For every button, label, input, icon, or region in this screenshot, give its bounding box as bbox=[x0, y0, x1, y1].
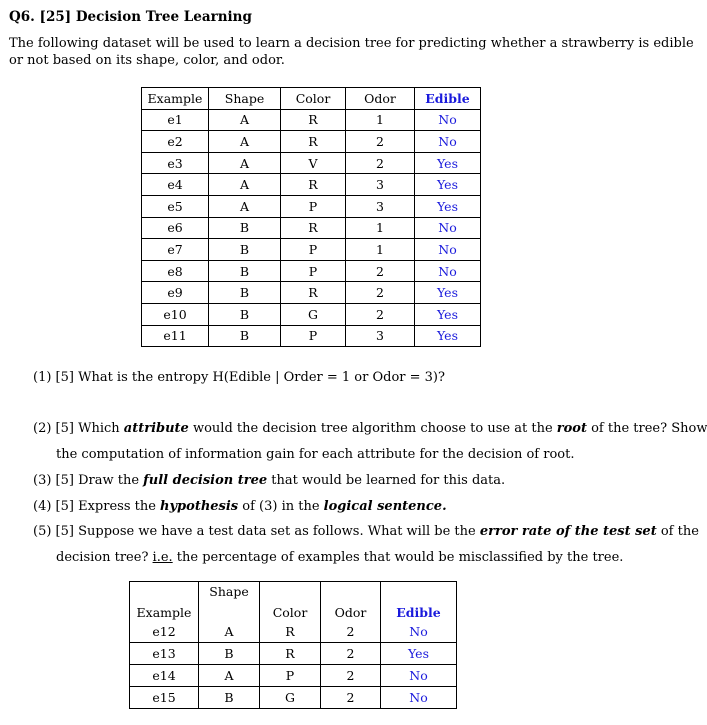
test-table-row bbox=[130, 643, 457, 665]
training-table-row bbox=[142, 260, 481, 282]
cell-shape: B bbox=[209, 282, 281, 304]
cell-edible: No bbox=[415, 131, 481, 153]
q4-emphasis-logical: logical sentence. bbox=[323, 499, 447, 514]
cell-shape: B bbox=[199, 687, 260, 709]
question-1: (1) [5] What is the entropy H(Edible | Order = 1 or Odor = 3)? bbox=[33, 370, 445, 385]
cell-odor: 1 bbox=[346, 239, 415, 261]
cell-edible: No bbox=[415, 239, 481, 261]
q4-emphasis-hypothesis: hypothesis bbox=[160, 499, 239, 514]
cell-example: e7 bbox=[142, 239, 209, 261]
cell-shape: A bbox=[209, 152, 281, 174]
training-table-row bbox=[142, 217, 481, 239]
header-edible: Edible bbox=[415, 88, 481, 110]
cell-edible: No bbox=[415, 217, 481, 239]
q4-text-c: of (3) in the bbox=[238, 499, 324, 514]
cell-color: P bbox=[281, 260, 346, 282]
header-odor: Odor bbox=[346, 88, 415, 110]
cell-color: V bbox=[281, 152, 346, 174]
cell-example: e12 bbox=[130, 621, 199, 643]
test-header-color: Color bbox=[260, 582, 321, 622]
test-data-table bbox=[129, 581, 457, 709]
cell-edible: No bbox=[381, 621, 457, 643]
q3-text-c: that would be learned for this data. bbox=[267, 473, 506, 488]
header-example: Example bbox=[142, 88, 209, 110]
cell-edible: Yes bbox=[381, 643, 457, 665]
cell-odor: 3 bbox=[346, 174, 415, 196]
test-header-edible: Edible bbox=[381, 582, 457, 622]
cell-color: P bbox=[281, 325, 346, 347]
cell-example: e6 bbox=[142, 217, 209, 239]
cell-shape: A bbox=[209, 174, 281, 196]
test-header-odor: Odor bbox=[321, 582, 381, 622]
test-table-header-row bbox=[130, 582, 457, 622]
question-4 bbox=[33, 499, 447, 514]
cell-color: P bbox=[281, 239, 346, 261]
header-shape: Shape bbox=[209, 88, 281, 110]
cell-odor: 2 bbox=[346, 260, 415, 282]
q2-emphasis-attribute: attribute bbox=[123, 421, 189, 436]
training-table-row bbox=[142, 131, 481, 153]
cell-shape: A bbox=[209, 131, 281, 153]
training-data-table bbox=[141, 87, 481, 347]
test-table-row bbox=[130, 687, 457, 709]
training-table-row bbox=[142, 325, 481, 347]
cell-edible: Yes bbox=[415, 282, 481, 304]
cell-example: e1 bbox=[142, 109, 209, 131]
q2-text-a: (2) [5] Which bbox=[33, 421, 124, 436]
question-5 bbox=[33, 524, 699, 539]
training-table-row bbox=[142, 195, 481, 217]
cell-example: e8 bbox=[142, 260, 209, 282]
cell-odor: 3 bbox=[346, 195, 415, 217]
cell-shape: A bbox=[199, 621, 260, 643]
question-title: Q6. [25] Decision Tree Learning bbox=[9, 9, 252, 25]
cell-example: e5 bbox=[142, 195, 209, 217]
training-table-row bbox=[142, 239, 481, 261]
cell-edible: Yes bbox=[415, 303, 481, 325]
training-table-header-row bbox=[142, 88, 481, 110]
test-table-row bbox=[130, 621, 457, 643]
training-table-row bbox=[142, 174, 481, 196]
q5-line2-text-c: the percentage of examples that would be misclassified by the tree. bbox=[172, 550, 624, 565]
header-color: Color bbox=[281, 88, 346, 110]
q3-emphasis: full decision tree bbox=[143, 473, 268, 488]
training-table-row bbox=[142, 109, 481, 131]
question-2 bbox=[33, 421, 707, 436]
cell-odor: 2 bbox=[321, 621, 381, 643]
q3-text-a: (3) [5] Draw the bbox=[33, 473, 144, 488]
cell-odor: 1 bbox=[346, 109, 415, 131]
cell-color: R bbox=[281, 217, 346, 239]
cell-color: R bbox=[281, 282, 346, 304]
cell-shape: B bbox=[209, 239, 281, 261]
cell-example: e2 bbox=[142, 131, 209, 153]
cell-edible: No bbox=[415, 109, 481, 131]
training-table-row bbox=[142, 152, 481, 174]
q2-text-e: of the tree? Show bbox=[586, 421, 707, 436]
cell-shape: B bbox=[209, 303, 281, 325]
cell-shape: B bbox=[209, 217, 281, 239]
cell-color: R bbox=[281, 131, 346, 153]
cell-edible: No bbox=[381, 665, 457, 687]
question-5-line-2 bbox=[56, 550, 623, 565]
cell-edible: Yes bbox=[415, 152, 481, 174]
cell-example: e9 bbox=[142, 282, 209, 304]
test-table-row bbox=[130, 665, 457, 687]
cell-color: R bbox=[260, 621, 321, 643]
test-header-shape: Shape bbox=[199, 582, 260, 622]
cell-edible: Yes bbox=[415, 174, 481, 196]
cell-example: e3 bbox=[142, 152, 209, 174]
cell-color: P bbox=[281, 195, 346, 217]
q2-emphasis-root: root bbox=[556, 421, 587, 436]
q5-emphasis: error rate of the test set bbox=[479, 524, 657, 539]
cell-edible: Yes bbox=[415, 195, 481, 217]
cell-color: R bbox=[281, 109, 346, 131]
cell-color: P bbox=[260, 665, 321, 687]
question-intro: The following dataset will be used to learn a decision tree for predicting whether a strawberry is edible or not based on its shape, color, and odor. bbox=[9, 36, 694, 68]
cell-odor: 2 bbox=[321, 643, 381, 665]
cell-shape: A bbox=[199, 665, 260, 687]
q5-line2-text-a: decision tree? bbox=[56, 550, 153, 565]
cell-shape: B bbox=[209, 325, 281, 347]
training-table-row bbox=[142, 282, 481, 304]
cell-shape: B bbox=[209, 260, 281, 282]
cell-odor: 1 bbox=[346, 217, 415, 239]
question-2-line-2: the computation of information gain for each attribute for the decision of root. bbox=[56, 447, 575, 462]
cell-color: R bbox=[281, 174, 346, 196]
training-table-row bbox=[142, 303, 481, 325]
cell-example: e4 bbox=[142, 174, 209, 196]
cell-edible: Yes bbox=[415, 325, 481, 347]
q2-text-c: would the decision tree algorithm choose to use at the bbox=[188, 421, 557, 436]
question-3 bbox=[33, 473, 505, 488]
cell-odor: 2 bbox=[346, 131, 415, 153]
cell-odor: 2 bbox=[321, 687, 381, 709]
cell-example: e14 bbox=[130, 665, 199, 687]
cell-odor: 2 bbox=[346, 152, 415, 174]
cell-edible: No bbox=[381, 687, 457, 709]
q5-ie: i.e. bbox=[152, 550, 173, 565]
cell-shape: A bbox=[209, 195, 281, 217]
cell-odor: 2 bbox=[321, 665, 381, 687]
test-header-example: Example bbox=[130, 582, 199, 622]
q4-text-a: (4) [5] Express the bbox=[33, 499, 161, 514]
cell-example: e10 bbox=[142, 303, 209, 325]
cell-color: G bbox=[281, 303, 346, 325]
cell-color: R bbox=[260, 643, 321, 665]
cell-color: G bbox=[260, 687, 321, 709]
cell-shape: A bbox=[209, 109, 281, 131]
q5-text-c: of the bbox=[656, 524, 699, 539]
cell-odor: 2 bbox=[346, 303, 415, 325]
cell-shape: B bbox=[199, 643, 260, 665]
q5-text-a: (5) [5] Suppose we have a test data set as follows. What will be the bbox=[33, 524, 480, 539]
cell-odor: 2 bbox=[346, 282, 415, 304]
cell-example: e11 bbox=[142, 325, 209, 347]
cell-example: e15 bbox=[130, 687, 199, 709]
cell-example: e13 bbox=[130, 643, 199, 665]
cell-edible: No bbox=[415, 260, 481, 282]
cell-odor: 3 bbox=[346, 325, 415, 347]
